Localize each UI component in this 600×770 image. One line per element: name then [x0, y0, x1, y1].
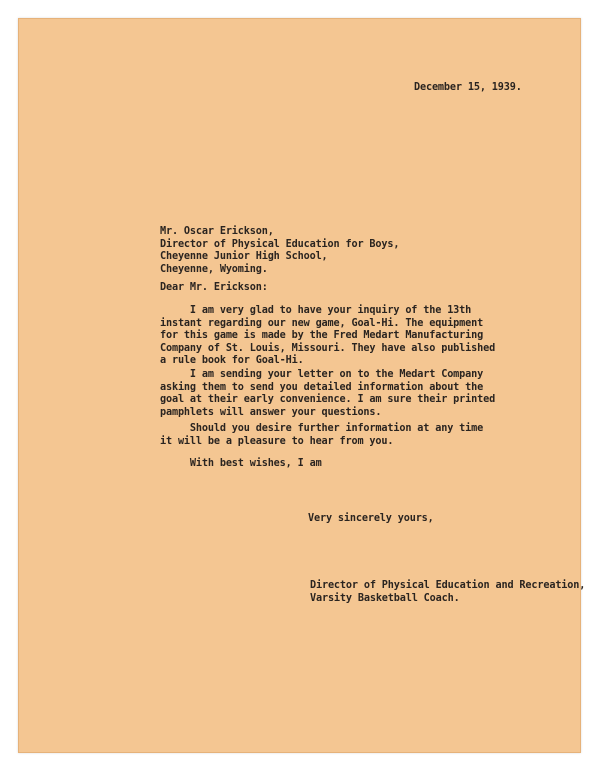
paragraph-4 [160, 458, 322, 471]
paragraph-3 [160, 423, 483, 448]
paragraph-line: a rule book for Goal-Hi. [160, 355, 304, 367]
letter-date: December 15, 1939. [414, 82, 522, 93]
paragraph-line: asking them to send you detailed information about the [160, 381, 484, 393]
paragraph-1 [160, 305, 495, 368]
recipient-line: Cheyenne Junior High School, [160, 251, 328, 263]
signature-line: Director of Physical Education and Recreation, [310, 580, 586, 591]
paragraph-line: With best wishes, I am [160, 458, 322, 469]
complimentary-closing: Very sincerely yours, [308, 513, 434, 524]
signature-line: Varsity Basketball Coach. [310, 592, 460, 604]
paragraph-line: instant regarding our new game, Goal-Hi. The equipment [160, 317, 484, 329]
paragraph-line: I am sending your letter on to the Medart Company [160, 369, 484, 380]
salutation: Dear Mr. Erickson: [160, 282, 268, 293]
letter-page [18, 18, 586, 753]
recipient-line: Cheyenne, Wyoming. [160, 263, 268, 275]
paragraph-line: it will be a pleasure to hear from you. [160, 435, 394, 447]
paragraph-line: goal at their early convenience. I am sure their printed [160, 394, 496, 406]
paragraph-2 [160, 369, 495, 419]
paragraph-line: for this game is made by the Fred Medart Manufacturing [160, 330, 484, 342]
paragraph-line: I am very glad to have your inquiry of the 13th [160, 305, 472, 316]
paragraph-line: pamphlets will answer your questions. [160, 406, 382, 418]
paragraph-line: Company of St. Louis, Missouri. They have also published [160, 342, 496, 354]
recipient-line: Mr. Oscar Erickson, [160, 226, 274, 237]
recipient-address [160, 226, 399, 276]
paragraph-line: Should you desire further information at any time [160, 423, 484, 434]
signature-block [310, 580, 585, 605]
recipient-line: Director of Physical Education for Boys, [160, 238, 400, 250]
